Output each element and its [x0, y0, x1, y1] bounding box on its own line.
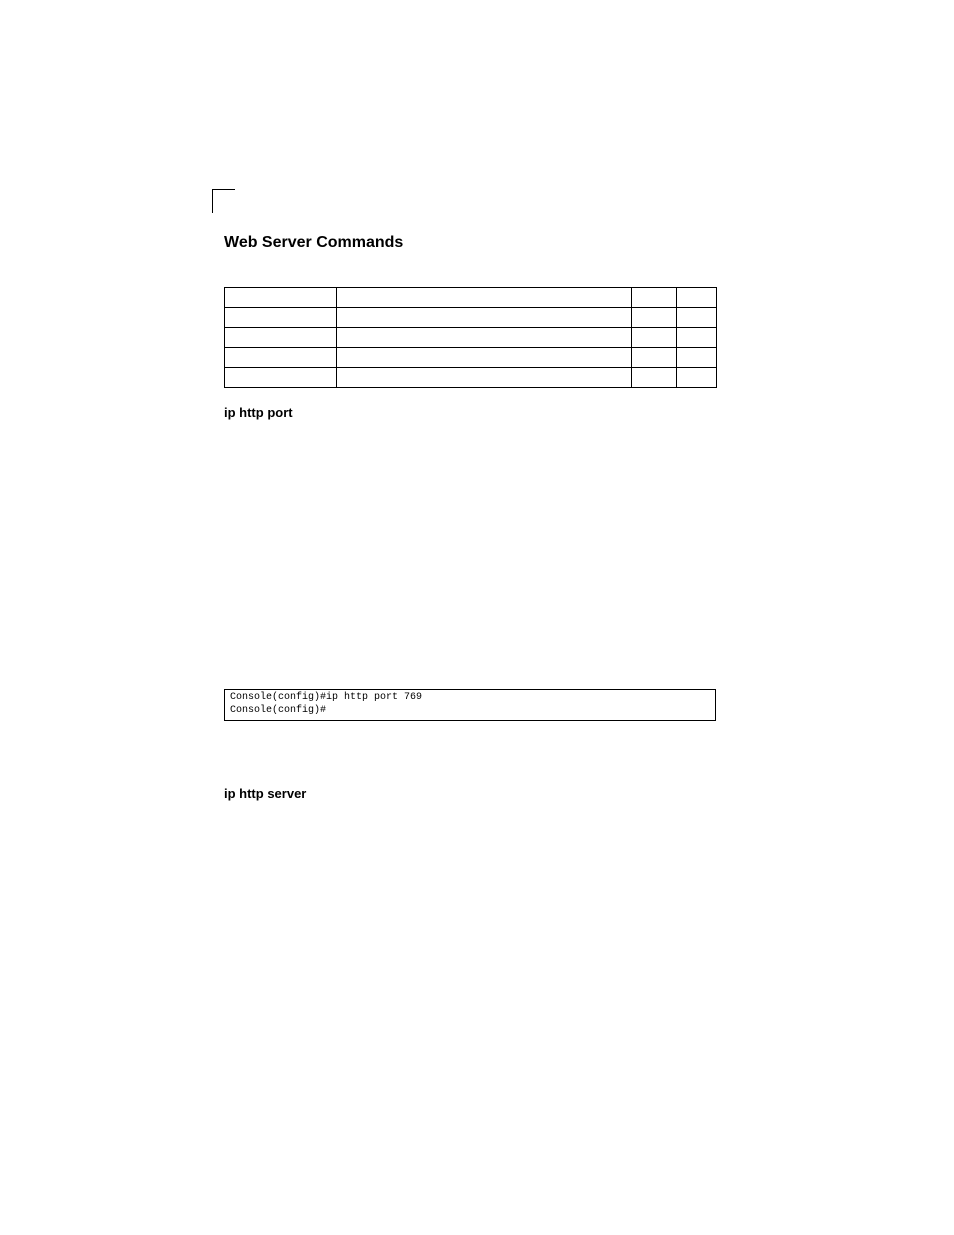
- command-heading-ip-http-port: ip http port: [224, 405, 293, 420]
- table-cell: [677, 308, 717, 328]
- table-cell: [632, 328, 677, 348]
- table-row: [225, 308, 717, 328]
- table-cell: [632, 348, 677, 368]
- crop-mark-vertical: [212, 189, 213, 213]
- section-title: Web Server Commands: [224, 234, 404, 251]
- table-cell: [337, 288, 632, 308]
- table-row: [225, 368, 717, 388]
- command-heading-ip-http-server: ip http server: [224, 786, 307, 801]
- table-cell: [677, 368, 717, 388]
- command-table: [224, 287, 717, 388]
- crop-mark-horizontal: [212, 189, 235, 190]
- code-line: Console(config)#ip http port 769: [230, 692, 423, 703]
- table-cell: [337, 328, 632, 348]
- table-cell: [677, 348, 717, 368]
- table-cell: [225, 328, 337, 348]
- example-code-block: [224, 689, 716, 721]
- table-cell: [337, 348, 632, 368]
- table-row: [225, 328, 717, 348]
- table-cell: [337, 368, 632, 388]
- table-cell: [225, 288, 337, 308]
- table-cell: [632, 308, 677, 328]
- table-cell: [225, 308, 337, 328]
- table-cell: [337, 308, 632, 328]
- table-cell: [225, 348, 337, 368]
- table-row: [225, 348, 717, 368]
- table-cell: [677, 288, 717, 308]
- table-row: [225, 288, 717, 308]
- table-cell: [632, 288, 677, 308]
- code-line: Console(config)#: [230, 705, 327, 716]
- table-cell: [677, 328, 717, 348]
- table-cell: [632, 368, 677, 388]
- table-cell: [225, 368, 337, 388]
